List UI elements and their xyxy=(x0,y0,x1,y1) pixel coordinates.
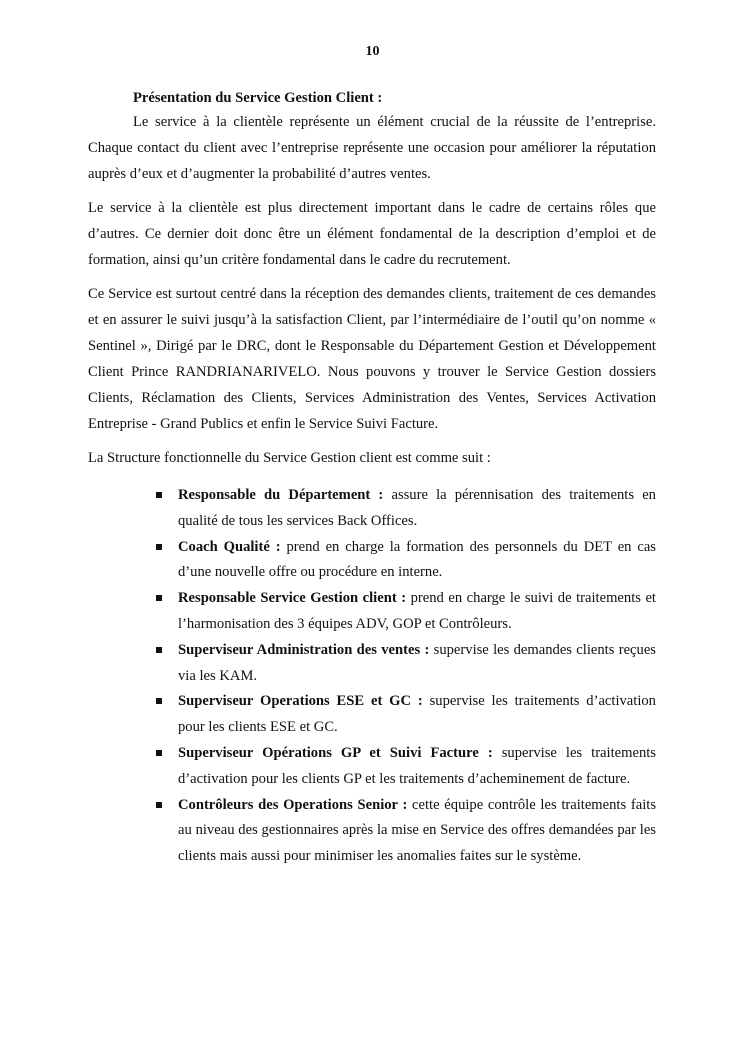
list-item-term: Responsable du Département : xyxy=(178,487,384,503)
paragraph-service-scope: Ce Service est surtout centré dans la réception des demandes clients, traitement de ces demandes et en assurer le suivi jusqu’à la satisfaction Client, par l’intermédiaire de l’outil qu’on nomme « Sentinel », Dirigé par le DRC, dont le Responsable du Département Gestion et Développement Client Prince RANDRIANARIVELO. Nous pouvons y trouver le Service Gestion dossiers Clients, Réclamation des Clients, Services Administration des Ventes, Services Activation Entreprise - Grand Publics et enfin le Service Suivi Facture. xyxy=(88,286,656,432)
list-item xyxy=(178,689,656,741)
list-item xyxy=(178,793,656,870)
list-item-term: Coach Qualité : xyxy=(178,538,281,555)
list-item-text: assure la pérennisation des traitements en qualité de tous les services Back Offices. xyxy=(178,487,656,529)
list-item-text: supervise les demandes clients reçues via les KAM. xyxy=(178,641,656,684)
paragraph-intro: Le service à la clientèle représente un élément crucial de la réussite de l’entreprise. Chaque contact du client avec l’entreprise représente une occasion pour améliorer la réputation auprès d’eux et d’augmenter la probabilité d’autres ventes. xyxy=(88,114,656,182)
paragraph-importance: Le service à la clientèle est plus directement important dans le cadre de certains rôles que d’autres. Ce dernier doit donc être un élément fondamental de la description d’emploi et de formation, ainsi qu’un critère fondamental dans le cadre du recrutement. xyxy=(88,200,656,268)
square-bullet-icon xyxy=(156,595,162,601)
square-bullet-icon xyxy=(156,647,162,653)
structure-list xyxy=(88,483,656,870)
square-bullet-icon xyxy=(156,544,162,550)
list-item-text: cette équipe contrôle les traitements faits au niveau des gestionnaires après la mise en Service des offres demandées par les clients mais aussi pour minimiser les anomalies faites sur le système. xyxy=(178,796,656,865)
list-item-term: Responsable Service Gestion client : xyxy=(178,590,407,607)
square-bullet-icon xyxy=(156,802,162,808)
square-bullet-icon xyxy=(156,492,162,498)
list-item xyxy=(178,638,656,690)
square-bullet-icon xyxy=(156,698,162,704)
list-item-term: Contrôleurs des Operations Senior : xyxy=(178,796,408,813)
list-item xyxy=(178,535,656,587)
paragraph-structure-intro: La Structure fonctionnelle du Service Gestion client est comme suit : xyxy=(88,450,491,466)
list-item xyxy=(178,483,656,535)
list-item xyxy=(178,741,656,793)
list-item-term: Superviseur Opérations GP et Suivi Facture : xyxy=(178,744,493,761)
list-item xyxy=(178,586,656,638)
list-item-term: Superviseur Administration des ventes : xyxy=(178,641,430,658)
square-bullet-icon xyxy=(156,750,162,756)
section-title: Présentation du Service Gestion Client : xyxy=(133,90,383,106)
list-item-text: prend en charge la formation des personnels du DET en cas d’une nouvelle offre ou procédure en interne. xyxy=(178,538,656,581)
list-item-text: supervise les traitements d’activation pour les clients GP et les traitements d’acheminement de facture. xyxy=(178,744,656,787)
list-item-text: prend en charge le suivi de traitements et l’harmonisation des 3 équipes ADV, GOP et Contrôleurs. xyxy=(178,590,656,632)
page-number: 10 xyxy=(365,44,380,59)
list-item-term: Superviseur Operations ESE et GC : xyxy=(178,693,423,710)
list-item-text: supervise les traitements d’activation pour les clients ESE et GC. xyxy=(178,693,656,736)
document-body xyxy=(88,87,656,870)
